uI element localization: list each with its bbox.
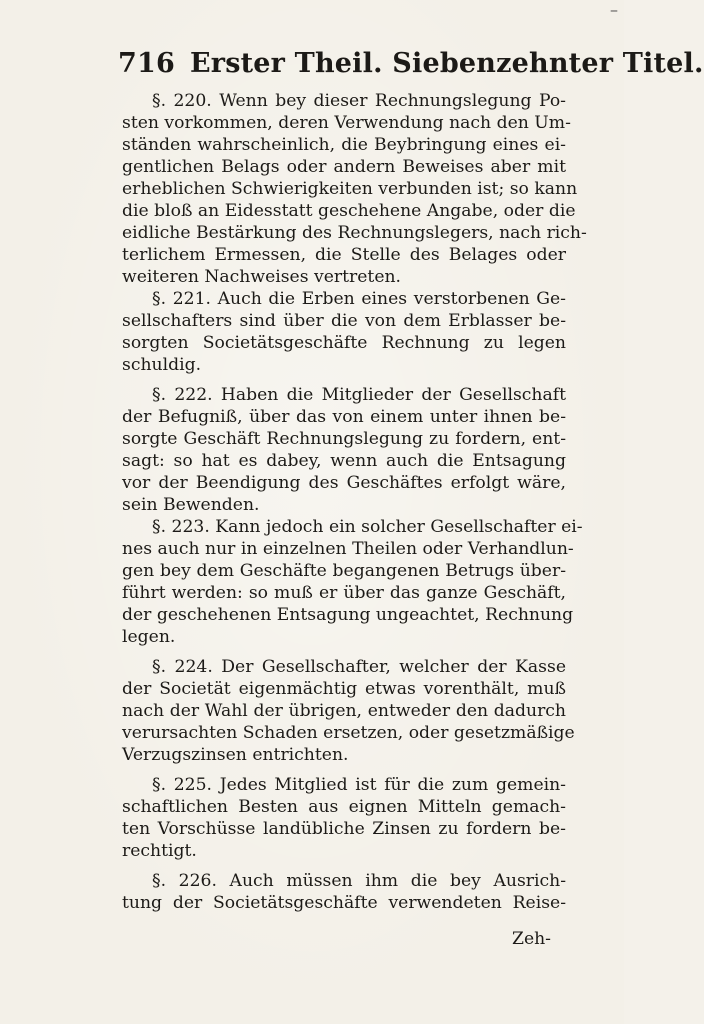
paragraph-221 — [122, 288, 566, 376]
catchword: Zeh- — [512, 929, 551, 949]
page-header — [118, 48, 704, 88]
paragraph-gap — [122, 376, 566, 384]
text-line: sein Bewenden. — [122, 495, 260, 515]
text-line: verursachten Schaden ersetzen, oder gesetzmäßige — [122, 723, 575, 743]
text-line: nach der Wahl der übrigen, entweder den dadurch — [122, 701, 566, 721]
text-line: der Befugniß, über das von einem unter ihnen be- — [122, 407, 566, 427]
text-line: sorgten Societätsgeschäfte Rechnung zu legen — [122, 333, 566, 353]
text-line: ständen wahrscheinlich, die Beybringung eines ei- — [122, 135, 566, 155]
paragraph-gap — [122, 766, 566, 774]
edge-mark: – — [610, 0, 618, 19]
text-line: schaftlichen Besten aus eignen Mitteln gemach- — [122, 797, 566, 817]
text-line: ten Vorschüsse landübliche Zinsen zu fordern be- — [122, 819, 566, 839]
text-line: vor der Beendigung des Geschäftes erfolgt wäre, — [122, 473, 566, 493]
text-line: rechtigt. — [122, 841, 197, 861]
text-line: §. 221. Auch die Erben eines verstorbenen Ge- — [152, 289, 566, 309]
paragraph-225 — [122, 774, 566, 862]
text-line: sagt: so hat es dabey, wenn auch die Entsagung — [122, 451, 566, 471]
text-line: sorgte Geschäft Rechnungslegung zu fordern, ent- — [122, 429, 566, 449]
paragraph-226 — [122, 870, 566, 914]
text-line: erheblichen Schwierigkeiten verbunden ist; so kann — [122, 179, 578, 199]
text-line: terlichem Ermessen, die Stelle des Belages oder — [122, 245, 566, 265]
text-line: Verzugszinsen entrichten. — [122, 745, 349, 765]
page-number: 716 — [118, 48, 175, 79]
text-line: §. 224. Der Gesellschafter, welcher der Kasse — [152, 657, 566, 677]
text-line: nes auch nur in einzelnen Theilen oder Verhandlun- — [122, 539, 574, 559]
text-line: §. 223. Kann jedoch ein solcher Gesellschafter ei- — [152, 517, 583, 537]
text-line: schuldig. — [122, 355, 202, 375]
text-line: gen bey dem Geschäfte begangenen Betrugs über- — [122, 561, 566, 581]
text-line: der Societät eigenmächtig etwas vorenthält, muß — [122, 679, 566, 699]
text-line: die bloß an Eidesstatt geschehene Angabe, oder die — [122, 201, 576, 221]
text-line: sellschafters sind über die von dem Erblasser be- — [122, 311, 566, 331]
text-line: sten vorkommen, deren Verwendung nach den Um- — [122, 113, 571, 133]
running-title: Erster Theil. Siebenzehnter Titel. — [190, 48, 704, 79]
text-line: weiteren Nachweises vertreten. — [122, 267, 402, 287]
paragraph-222 — [122, 384, 566, 516]
paragraph-220 — [122, 90, 587, 288]
body-text — [122, 90, 587, 914]
text-line: führt werden: so muß er über das ganze Geschäft, — [122, 583, 566, 603]
text-line: legen. — [122, 627, 176, 647]
paragraph-gap — [122, 862, 566, 870]
text-line: §. 222. Haben die Mitglieder der Gesellschaft — [152, 385, 566, 405]
text-line: §. 226. Auch müssen ihm die bey Ausrich- — [152, 871, 566, 891]
paragraph-gap — [122, 648, 566, 656]
text-line: §. 225. Jedes Mitglied ist für die zum gemein- — [152, 775, 566, 795]
text-line: tung der Societätsgeschäfte verwendeten Reise- — [122, 893, 566, 913]
text-line: eidliche Bestärkung des Rechnungslegers, nach rich- — [122, 223, 587, 243]
text-line: gentlichen Belags oder andern Beweises aber mit — [122, 157, 566, 177]
text-line: §. 220. Wenn bey dieser Rechnungslegung Po- — [152, 91, 566, 111]
paragraph-224 — [122, 656, 575, 766]
paragraph-223 — [122, 516, 583, 648]
text-line: der geschehenen Entsagung ungeachtet, Rechnung — [122, 605, 574, 625]
